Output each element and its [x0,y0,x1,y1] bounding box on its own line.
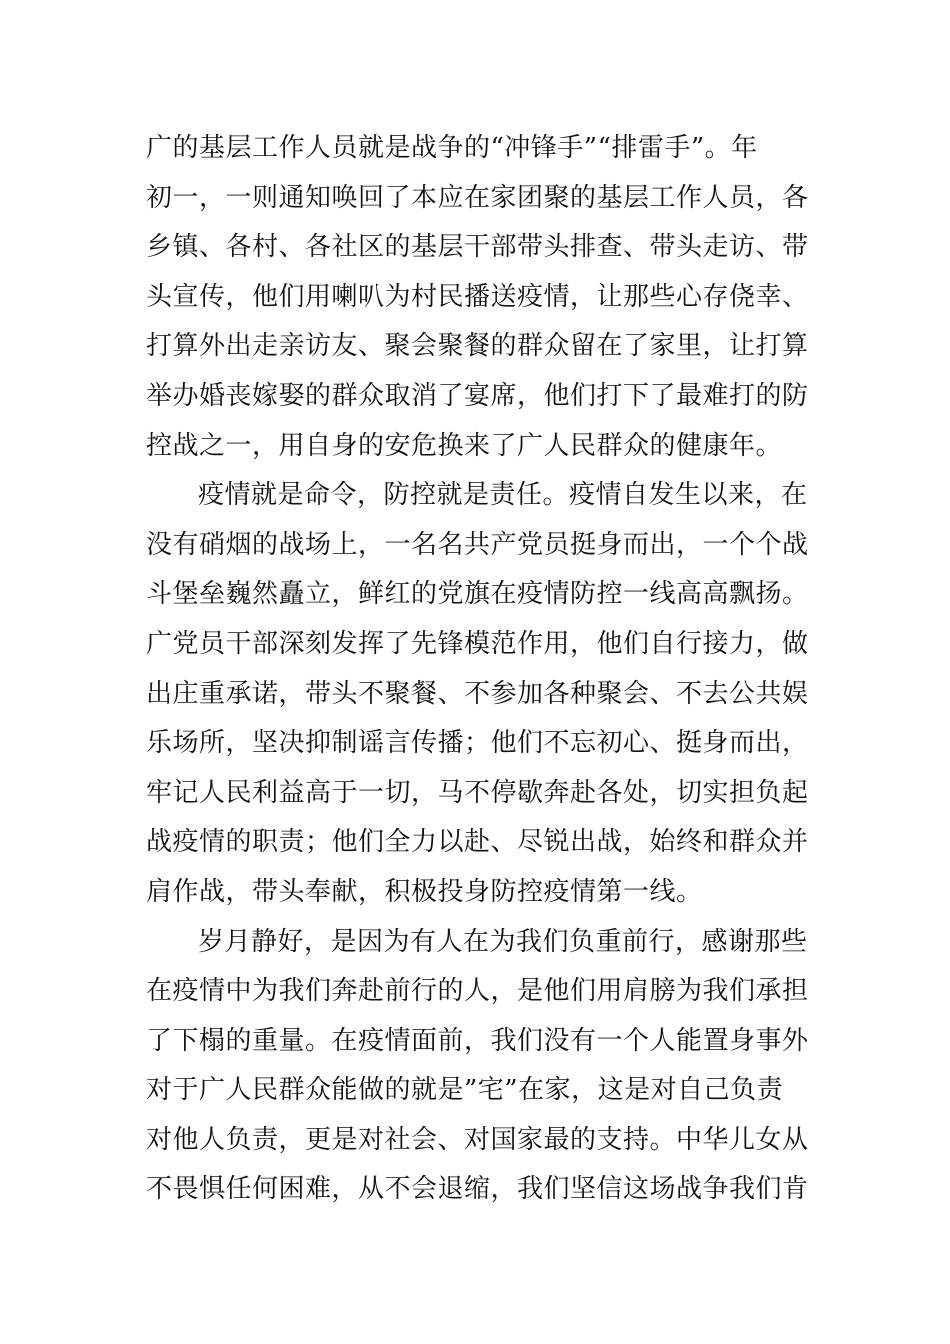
paragraph-start-line: 疫情就是命令，防控就是责任。疫情自发生以来，在 [198,480,808,511]
text-line: 举办婚丧嫁娶的群众取消了宴席，他们打下了最难打的防 [146,380,809,411]
text-line: 牢记人民利益高于一切，马不停歇奔赴各处，切实担负起 [146,777,809,808]
text-line: 打算外出走亲访友、聚会聚餐的群众留在了家里，让打算 [146,331,809,362]
text-line: 出庄重承诺，带头不聚餐、不参加各种聚会、不去公共娱 [146,678,809,709]
text-line: 战疫情的职责；他们全力以赴、尽锐出战，始终和群众并 [146,827,809,858]
text-line: 不畏惧任何困难，从不会退缩，我们坚信这场战争我们肯 [146,1174,809,1205]
text-line: 广党员干部深刻发挥了先锋模范作用，他们自行接力，做 [146,628,809,659]
text-line: 肩作战，带头奉献，积极投身防控疫情第一线。 [146,876,703,907]
text-line: 初一，一则通知唤回了本应在家团聚的基层工作人员，各 [146,182,809,213]
text-line: 没有硝烟的战场上，一名名共产党员挺身而出，一个个战 [146,529,809,560]
text-line: 斗堡垒巍然矗立，鲜红的党旗在疫情防控一线高高飘扬。 [146,579,809,610]
text-line: 头宣传，他们用喇叭为村民播送疫情，让那些心存侥幸、 [146,281,809,312]
text-line: 在疫情中为我们奔赴前行的人，是他们用肩膀为我们承担 [146,976,809,1007]
text-line: 广的基层工作人员就是战争的“冲锋手”“排雷手”。年 [146,133,758,163]
text-line: 对他人负责，更是对社会、对国家最的支持。中华儿女从 [146,1124,809,1155]
paragraph-start-line: 岁月静好，是因为有人在为我们负重前行，感谢那些 [198,926,808,957]
text-line: 乐场所，坚决抑制谣言传播；他们不忘初心、挺身而出， [146,728,809,759]
text-line: 乡镇、各村、各社区的基层干部带头排查、带头走访、带 [146,232,809,263]
text-line: 了下榻的重量。在疫情面前，我们没有一个人能置身事外 [146,1025,809,1056]
text-line: 控战之一，用自身的安危换来了广人民群众的健康年。 [146,430,783,461]
text-line: 对于广人民群众能做的就是”宅”在家，这是对自己负责 [146,1075,784,1106]
body-text [146,124,826,1215]
